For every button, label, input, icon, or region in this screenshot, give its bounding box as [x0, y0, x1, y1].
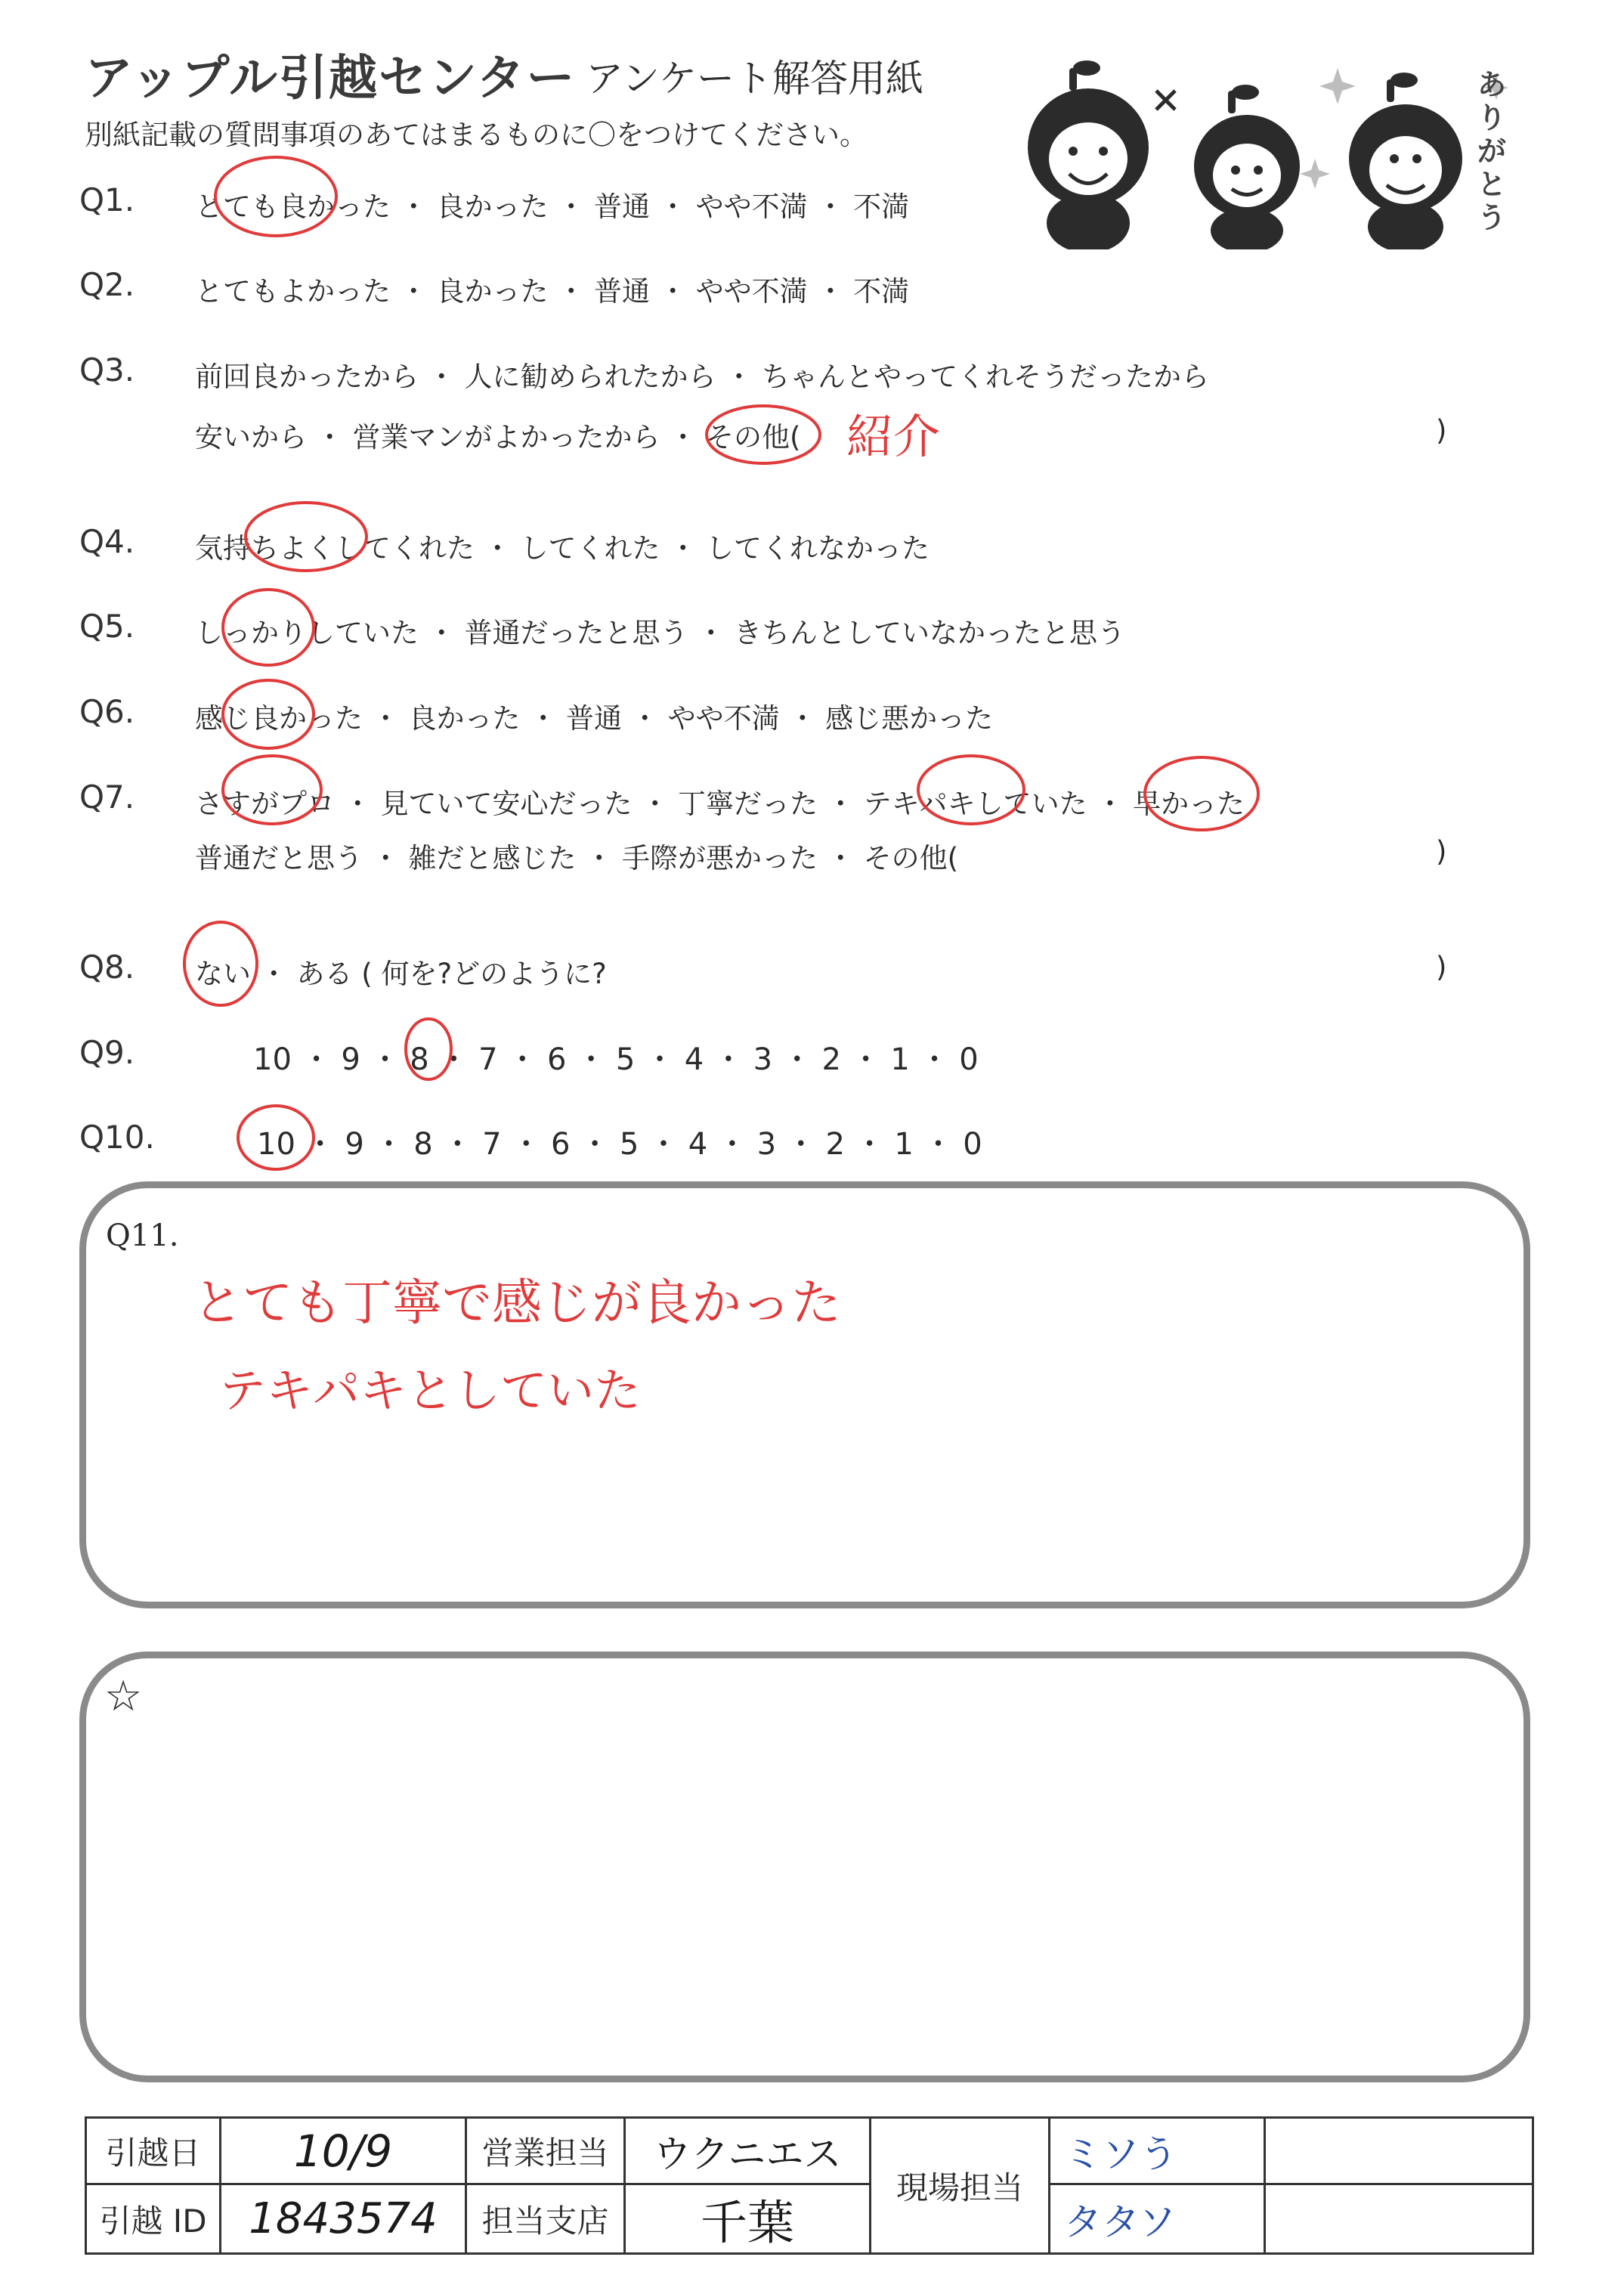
- q5-label: Q5.: [79, 608, 135, 645]
- move-id-handwriting: 1843574: [249, 2194, 438, 2243]
- site-value-1: [1050, 2118, 1265, 2184]
- q4-options: 気持ちよくしてくれた ・ してくれた ・ してくれなかった: [195, 532, 930, 565]
- q11-handwriting-line2: テキパキとしていた: [219, 1363, 642, 1418]
- q3-options-line2: 安いから ・ 営業マンがよかったから ・ その他(: [195, 421, 801, 454]
- q2-label: Q2.: [79, 266, 135, 303]
- q7-circle-mark-c: [1145, 757, 1258, 830]
- q7-options-line1: さすがプロ ・ 見ていて安心だった ・ 丁寧だった ・ テキパキしていた ・ 早かった: [195, 788, 1245, 820]
- site-label: 現場担当: [871, 2118, 1050, 2254]
- sales-handwriting: ウクニエス: [653, 2131, 842, 2176]
- branch-handwriting: 千葉: [700, 2195, 794, 2250]
- star-icon: ☆: [104, 1672, 143, 1721]
- q11-handwriting-line1: とても丁寧で感じが良かった: [193, 1274, 841, 1332]
- site-handwriting-2: タタソ: [1064, 2200, 1177, 2244]
- form-title: アンケート解答用紙: [586, 57, 923, 101]
- q9-scale: 10 ・ 9 ・ 8 ・ 7 ・ 6 ・ 5 ・ 4 ・ 3 ・ 2 ・ 1 ・ 0: [253, 1042, 979, 1077]
- branch-value: [625, 2184, 871, 2254]
- move-id-value: [221, 2184, 466, 2254]
- thanks-text: ありがとう: [1477, 68, 1507, 234]
- site-value-2: [1050, 2184, 1265, 2254]
- q9-label: Q9.: [79, 1034, 135, 1071]
- move-id-label: 引越 ID: [86, 2184, 221, 2254]
- q1-options: とても良かった ・ 良かった ・ 普通 ・ やや不満 ・ 不満: [195, 190, 910, 223]
- q7-circle-mark-b: [918, 756, 1024, 824]
- move-date-value: [221, 2118, 466, 2184]
- move-date-handwriting: 10/9: [293, 2125, 393, 2177]
- q3-options-line1: 前回良かったから ・ 人に勧められたから ・ ちゃんとやってくれそうだったから: [195, 361, 1210, 393]
- q8-close-paren: ): [1436, 951, 1447, 983]
- q10-label: Q10.: [79, 1119, 155, 1156]
- branch-label: 担当支店: [466, 2184, 625, 2254]
- sales-value: [625, 2118, 871, 2184]
- sales-label: 営業担当: [466, 2118, 625, 2184]
- q5-circle-mark: [223, 590, 314, 665]
- q7-close-paren: ): [1436, 835, 1447, 868]
- q6-options: 感じ良かった ・ 良かった ・ 普通 ・ やや不満 ・ 感じ悪かった: [195, 702, 994, 735]
- site-handwriting-1: ミソう: [1064, 2131, 1177, 2176]
- q1-label: Q1.: [79, 181, 135, 218]
- instruction-text: 別紙記載の質問事項のあてはまるものに〇をつけてください。: [85, 119, 868, 151]
- q7-options-line2: 普通だと思う ・ 雑だと感じた ・ 手際が悪かった ・ その他(: [195, 842, 959, 875]
- q4-circle-mark: [246, 503, 367, 571]
- company-name: アップル引越センター: [85, 51, 577, 107]
- footer-info-table: [85, 2116, 1534, 2255]
- q4-label: Q4.: [79, 523, 135, 560]
- star-comment-box: [79, 1652, 1530, 2082]
- q7-label: Q7.: [79, 779, 135, 816]
- q10-scale: 10 ・ 9 ・ 8 ・ 7 ・ 6 ・ 5 ・ 4 ・ 3 ・ 2 ・ 1 ・ 0: [257, 1127, 982, 1162]
- q3-circle-mark: [707, 406, 820, 463]
- q7-circle-mark-a: [223, 756, 321, 824]
- q8-options: ない ・ ある ( 何を?どのように?: [195, 958, 607, 990]
- q11-label: Q11.: [106, 1218, 179, 1253]
- q1-circle-mark: [215, 157, 336, 236]
- q8-label: Q8.: [79, 949, 135, 986]
- site-extra-2: [1265, 2184, 1533, 2254]
- q10-circle-mark: [238, 1106, 314, 1169]
- q6-label: Q6.: [79, 693, 135, 730]
- q3-label: Q3.: [79, 351, 135, 389]
- q9-circle-mark: [406, 1019, 451, 1079]
- q6-circle-mark: [223, 680, 314, 748]
- move-date-label: 引越日: [86, 2118, 221, 2184]
- q8-circle-mark: [184, 922, 257, 1005]
- q5-options: しっかりしていた ・ 普通だったと思う ・ きちんとしていなかったと思う: [195, 617, 1126, 649]
- q3-other-handwriting: 紹介: [846, 409, 941, 464]
- q3-close-paren: ): [1436, 414, 1447, 447]
- q2-options: とてもよかった ・ 良かった ・ 普通 ・ やや不満 ・ 不満: [195, 275, 910, 308]
- site-extra-1: [1265, 2118, 1533, 2184]
